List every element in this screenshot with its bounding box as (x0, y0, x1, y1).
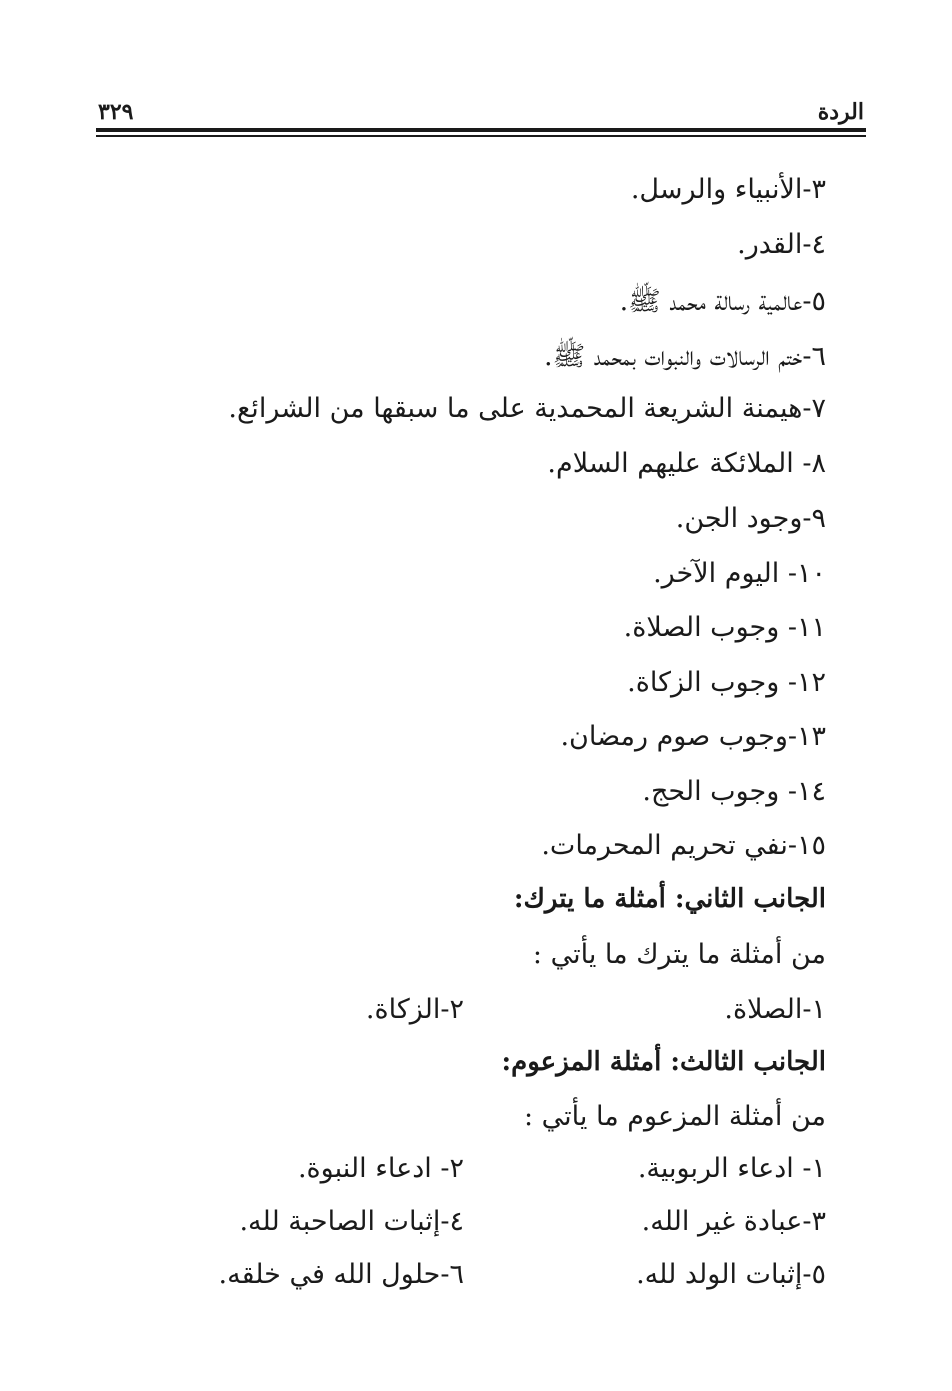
list-item: ٦-ختم الرسالات والنبوات بمحمد ﷺ. (543, 341, 826, 372)
list-item: ٣-الأنبياء والرسل. (630, 174, 826, 205)
list-item: ١٠- اليوم الآخر. (653, 558, 826, 589)
list-item: ١١- وجوب الصلاة. (623, 612, 826, 643)
list-item: ١-الصلاة. (724, 994, 826, 1025)
list-item: ٥-عالمية رسالة محمد ﷺ. (619, 286, 826, 317)
list-item: ١٢- وجوب الزكاة. (627, 667, 826, 698)
list-item: ١٤- وجوب الحج. (642, 776, 826, 807)
list-item: ٨- الملائكة عليهم السلام. (547, 448, 826, 479)
list-item: ٥-إثبات الولد لله. (636, 1259, 826, 1290)
header-rule-thin (96, 135, 866, 137)
section-intro: من أمثلة ما يترك ما يأتي : (532, 939, 826, 970)
list-item: ٤-القدر. (737, 229, 826, 260)
section-heading: الجانب الثاني: أمثلة ما يترك: (513, 884, 826, 914)
page-number: ٣٢٩ (98, 99, 134, 125)
header-rule-thick (96, 128, 866, 132)
list-item: ٣-عبادة غير الله. (641, 1206, 826, 1237)
header-title: الردة (817, 99, 864, 125)
list-item: ٧-هيمنة الشريعة المحمدية على ما سبقها من الشرائع. (228, 393, 826, 424)
list-item: ٩-وجود الجن. (675, 503, 826, 534)
list-item: ١٣-وجوب صوم رمضان. (560, 721, 826, 752)
section-heading: الجانب الثالث: أمثلة المزعوم: (501, 1047, 826, 1077)
list-item: ٦-حلول الله في خلقه. (218, 1259, 464, 1290)
list-item: ١- ادعاء الربوبية. (637, 1153, 826, 1184)
list-item: ٤-إثبات الصاحبة لله. (239, 1206, 464, 1237)
list-item: ٢-الزكاة. (365, 994, 464, 1025)
list-item: ١٥-نفي تحريم المحرمات. (541, 830, 826, 861)
list-item: ٢- ادعاء النبوة. (297, 1153, 464, 1184)
section-intro: من أمثلة المزعوم ما يأتي : (523, 1101, 826, 1132)
